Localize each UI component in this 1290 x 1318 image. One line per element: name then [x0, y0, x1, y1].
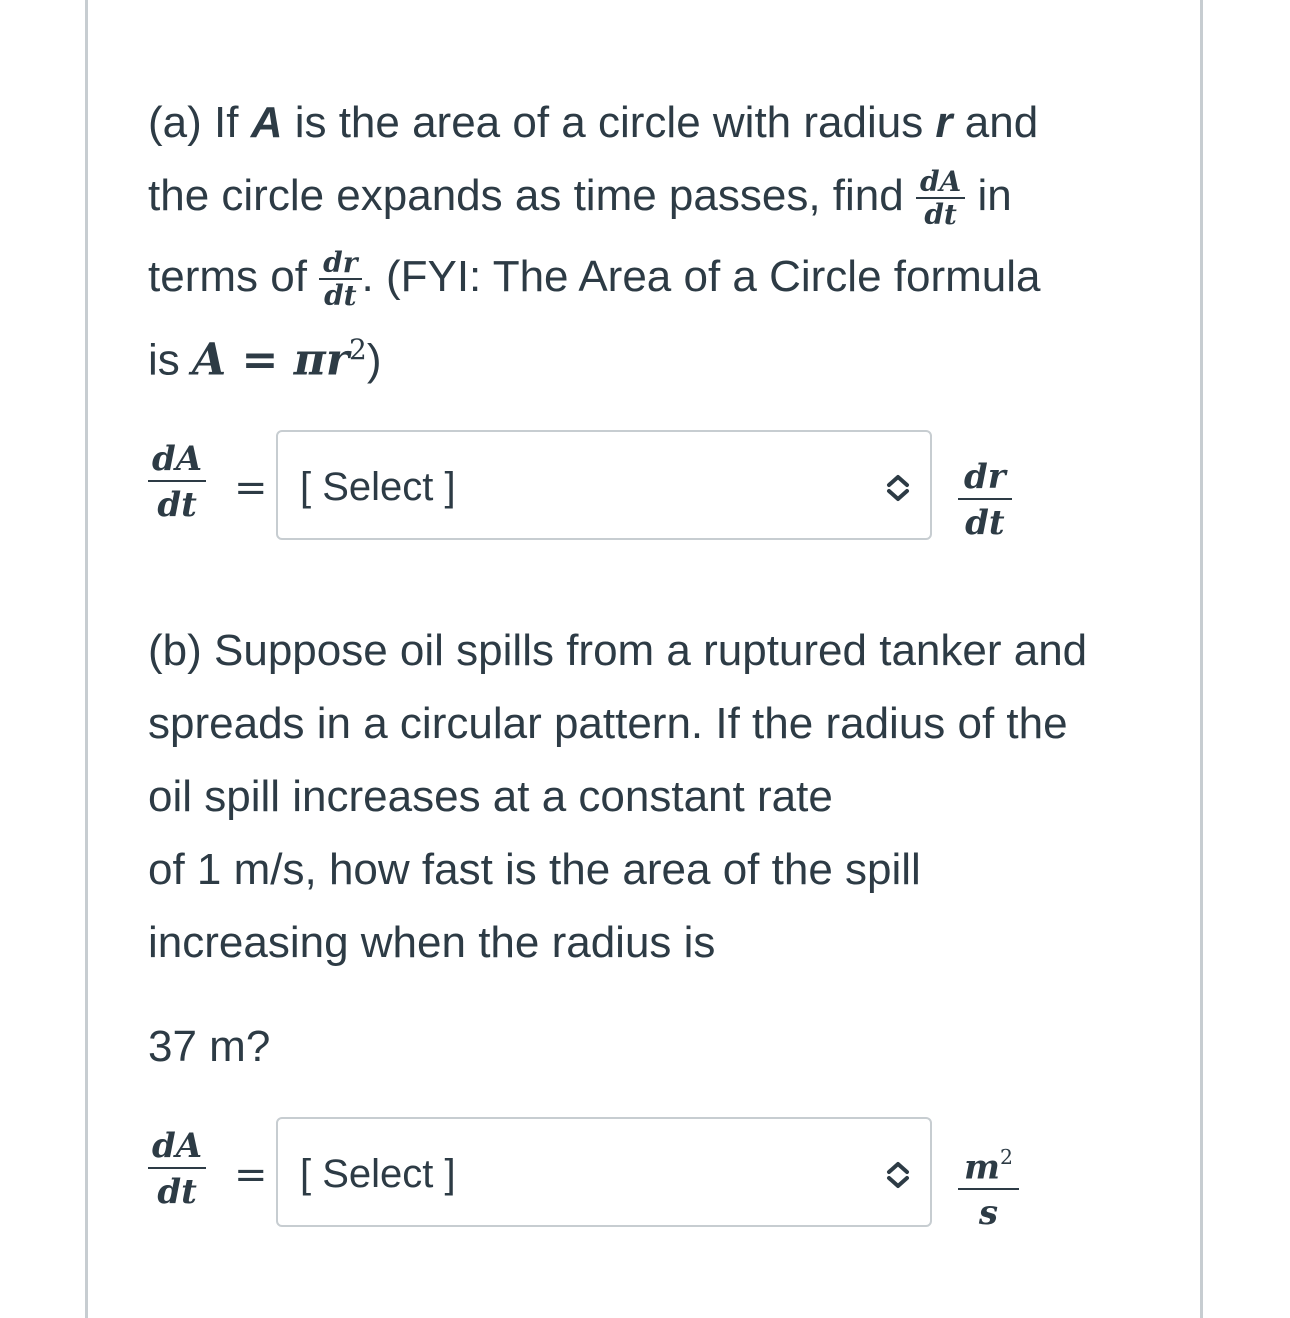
answer-b-select[interactable] [276, 1117, 932, 1227]
question-b-line: spreads in a circular pattern. If the radius of the [148, 699, 1068, 748]
chevron-up-down-icon [884, 1159, 912, 1191]
answer-a-row [148, 430, 1048, 542]
question-b-line: (b) Suppose oil spills from a ruptured tanker and [148, 626, 1088, 675]
answer-b-unit-m2-s: $\frac{m^2}{s}$ [958, 1147, 1019, 1230]
radius-value: 37 m? [148, 1022, 271, 1071]
question-a-line-1: (a) If A is the area of a circle with radius r and [148, 98, 1039, 147]
answer-a-unit-dr-dt: $\frac{dr}{dt}$ [958, 460, 1012, 540]
answer-b-select-value: [ Select ] [300, 1152, 456, 1196]
question-b-line: increasing when the radius is [148, 918, 716, 967]
answer-a-dA-dt: $\frac{dA}{dt}$ [148, 442, 206, 522]
question-a-line-2: the circle expands as time passes, find $\frac{dA}{dt}$ in [148, 164, 1012, 231]
dr-dt-fraction: $\frac{dr}{dt}$ [319, 249, 361, 310]
equals-sign: = [234, 1152, 268, 1198]
dA-dt-fraction: $\frac{dA}{dt}$ [916, 168, 965, 229]
answer-a-select[interactable] [276, 430, 932, 540]
question-a-line-3: terms of $\frac{dr}{dt}$ . (FYI: The Area of a Circle formula [148, 245, 1041, 312]
equals-sign: = [234, 465, 268, 511]
question-b-text [148, 614, 1138, 979]
question-b-line: oil spill increases at a constant rate [148, 772, 833, 821]
answer-b-row [148, 1117, 1048, 1234]
question-a-line-4: is $A = \pi r^2$) [148, 333, 382, 386]
answer-a-select-value: [ Select ] [300, 465, 456, 509]
chevron-up-down-icon [884, 472, 912, 504]
answer-b-dA-dt: $\frac{dA}{dt}$ [148, 1129, 206, 1209]
area-formula: A = πr [192, 334, 350, 386]
question-a-text [148, 86, 1138, 397]
question-b-line: of 1 m/s, how fast is the area of the spill [148, 845, 921, 894]
